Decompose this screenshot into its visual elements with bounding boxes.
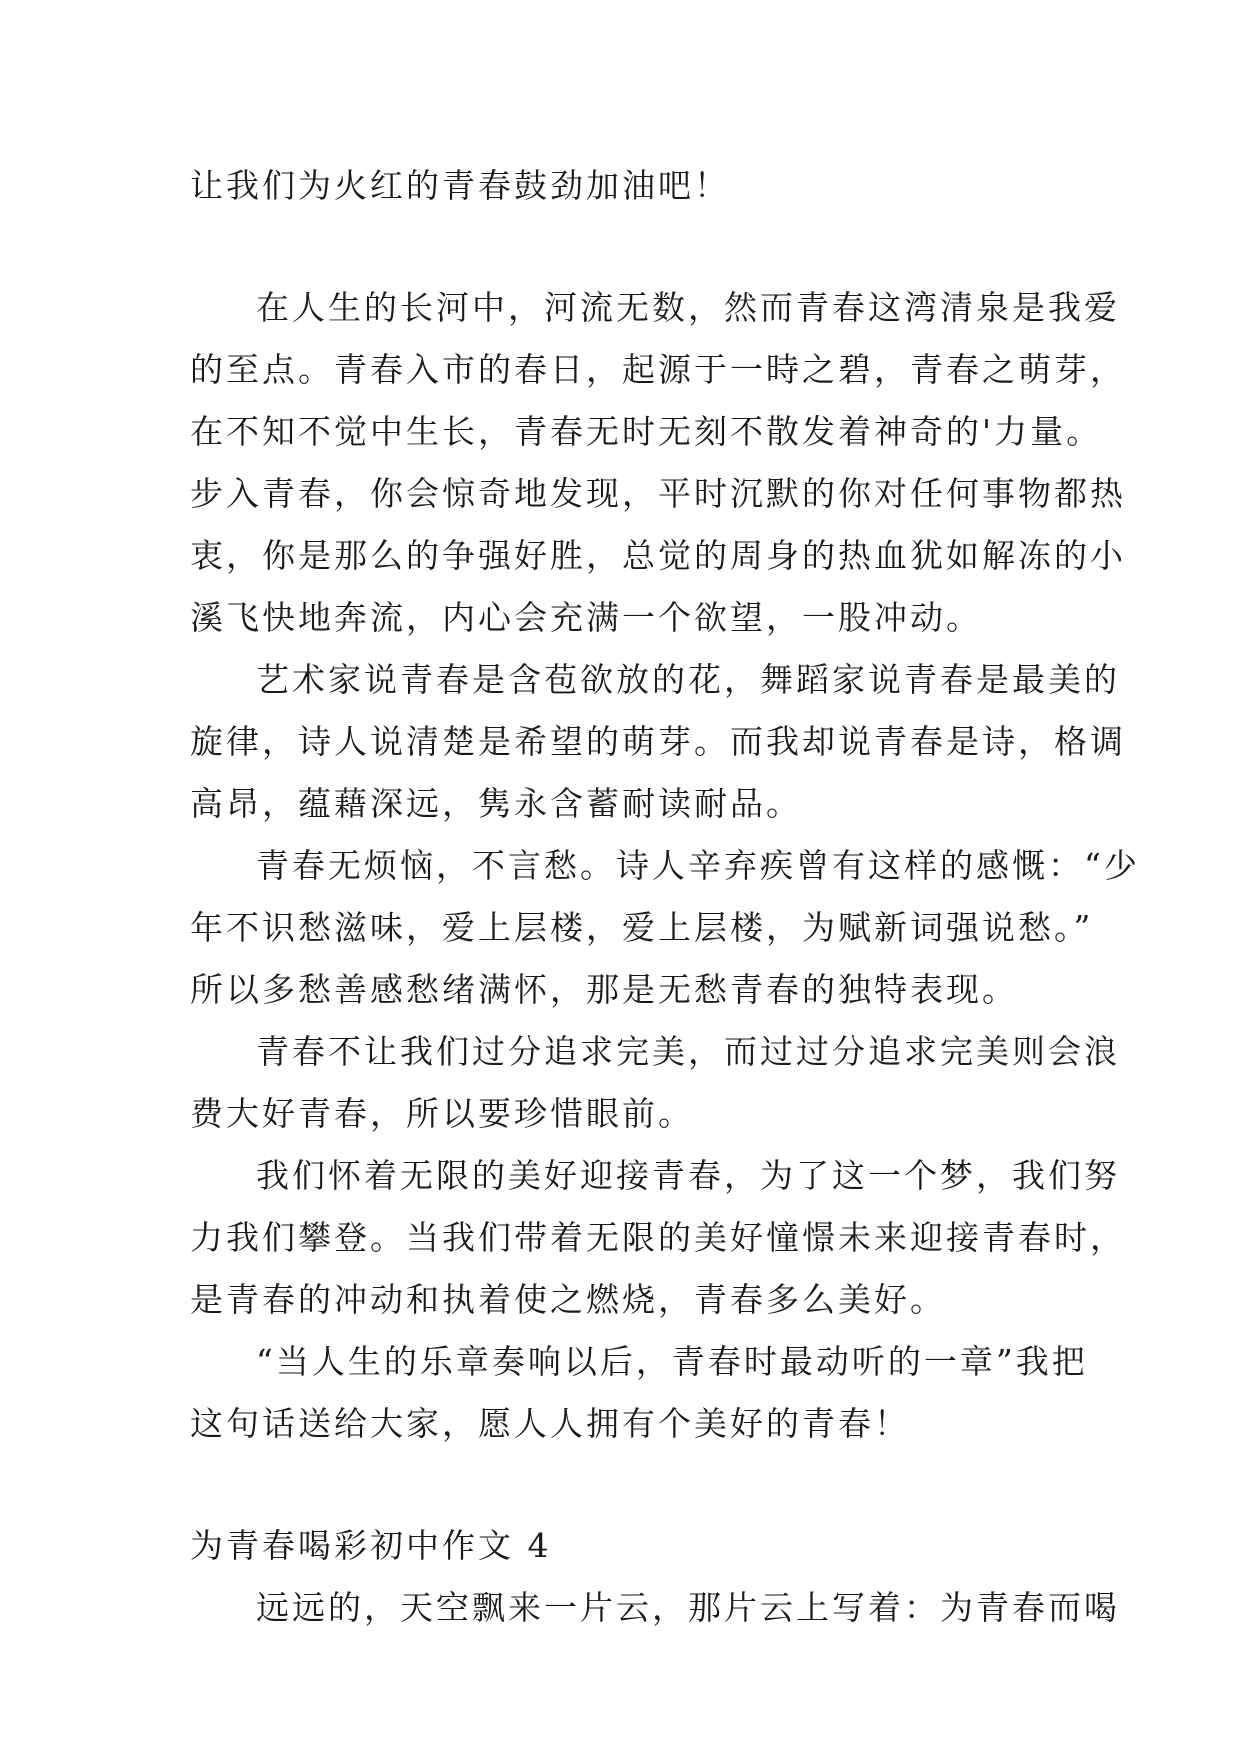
text-line: 远远的，天空飘来一片云，那片云上写着：为青春而喝: [256, 1588, 1120, 1627]
text-line: “当人生的乐章奏响以后，青春时最动听的一章”我把: [256, 1342, 1088, 1381]
text-line: 衷，你是那么的争强好胜，总觉的周身的热血犹如解冻的小: [190, 536, 1126, 575]
text-line: 在不知不觉中生长，青春无时无刻不散发着神奇的'力量。: [190, 412, 1103, 451]
paragraph: [190, 835, 1140, 1021]
text-line: 所以多愁善感愁绪满怀，那是无愁青春的独特表现。: [190, 970, 1018, 1009]
closing-sentence: [190, 155, 1070, 217]
document-page: [190, 155, 1140, 1639]
text-line: 费大好青春，所以要珍惜眼前。: [190, 1094, 694, 1133]
paragraph: [190, 649, 1126, 835]
paragraph: [190, 277, 1126, 649]
text-line: 青春无烦恼，不言愁。诗人辛弃疾曾有这样的感慨：“少: [256, 846, 1140, 885]
text-line: 这句话送给大家，愿人人拥有个美好的青春！: [190, 1404, 910, 1443]
text-line: 让我们为火红的青春鼓劲加油吧！: [190, 166, 730, 205]
text-line: 旋律，诗人说清楚是希望的萌芽。而我却说青春是诗，格调: [190, 722, 1126, 761]
text-line: 艺术家说青春是含苞欲放的花，舞蹈家说青春是最美的: [256, 660, 1120, 699]
section-heading: [190, 1515, 1070, 1577]
text-line: 在人生的长河中，河流无数，然而青春这湾清泉是我爱: [256, 288, 1120, 327]
paragraph: [190, 1577, 1120, 1639]
text-line: 是青春的冲动和执着使之燃烧，青春多么美好。: [190, 1280, 946, 1319]
section-title: 为青春喝彩初中作文 4: [190, 1526, 552, 1565]
text-line: 的至点。青春入市的春日，起源于一時之碧，青春之萌芽，: [190, 350, 1126, 389]
text-line: 年不识愁滋味，爱上层楼，爱上层楼，为赋新词强说愁。”: [190, 908, 1094, 947]
text-line: 青春不让我们过分追求完美，而过过分追求完美则会浪: [256, 1032, 1120, 1071]
text-line: 我们怀着无限的美好迎接青春，为了这一个梦，我们努: [256, 1156, 1120, 1195]
text-line: 力我们攀登。当我们带着无限的美好憧憬未来迎接青春时，: [190, 1218, 1126, 1257]
paragraph: [190, 1021, 1120, 1145]
paragraph: [190, 1331, 1088, 1455]
text-line: 步入青春，你会惊奇地发现，平时沉默的你对任何事物都热: [190, 474, 1126, 513]
text-line: 溪飞快地奔流，内心会充满一个欲望，一股冲动。: [190, 598, 982, 637]
paragraph: [190, 1145, 1126, 1331]
text-line: 高昂，蕴藉深远，隽永含蓄耐读耐品。: [190, 784, 802, 823]
